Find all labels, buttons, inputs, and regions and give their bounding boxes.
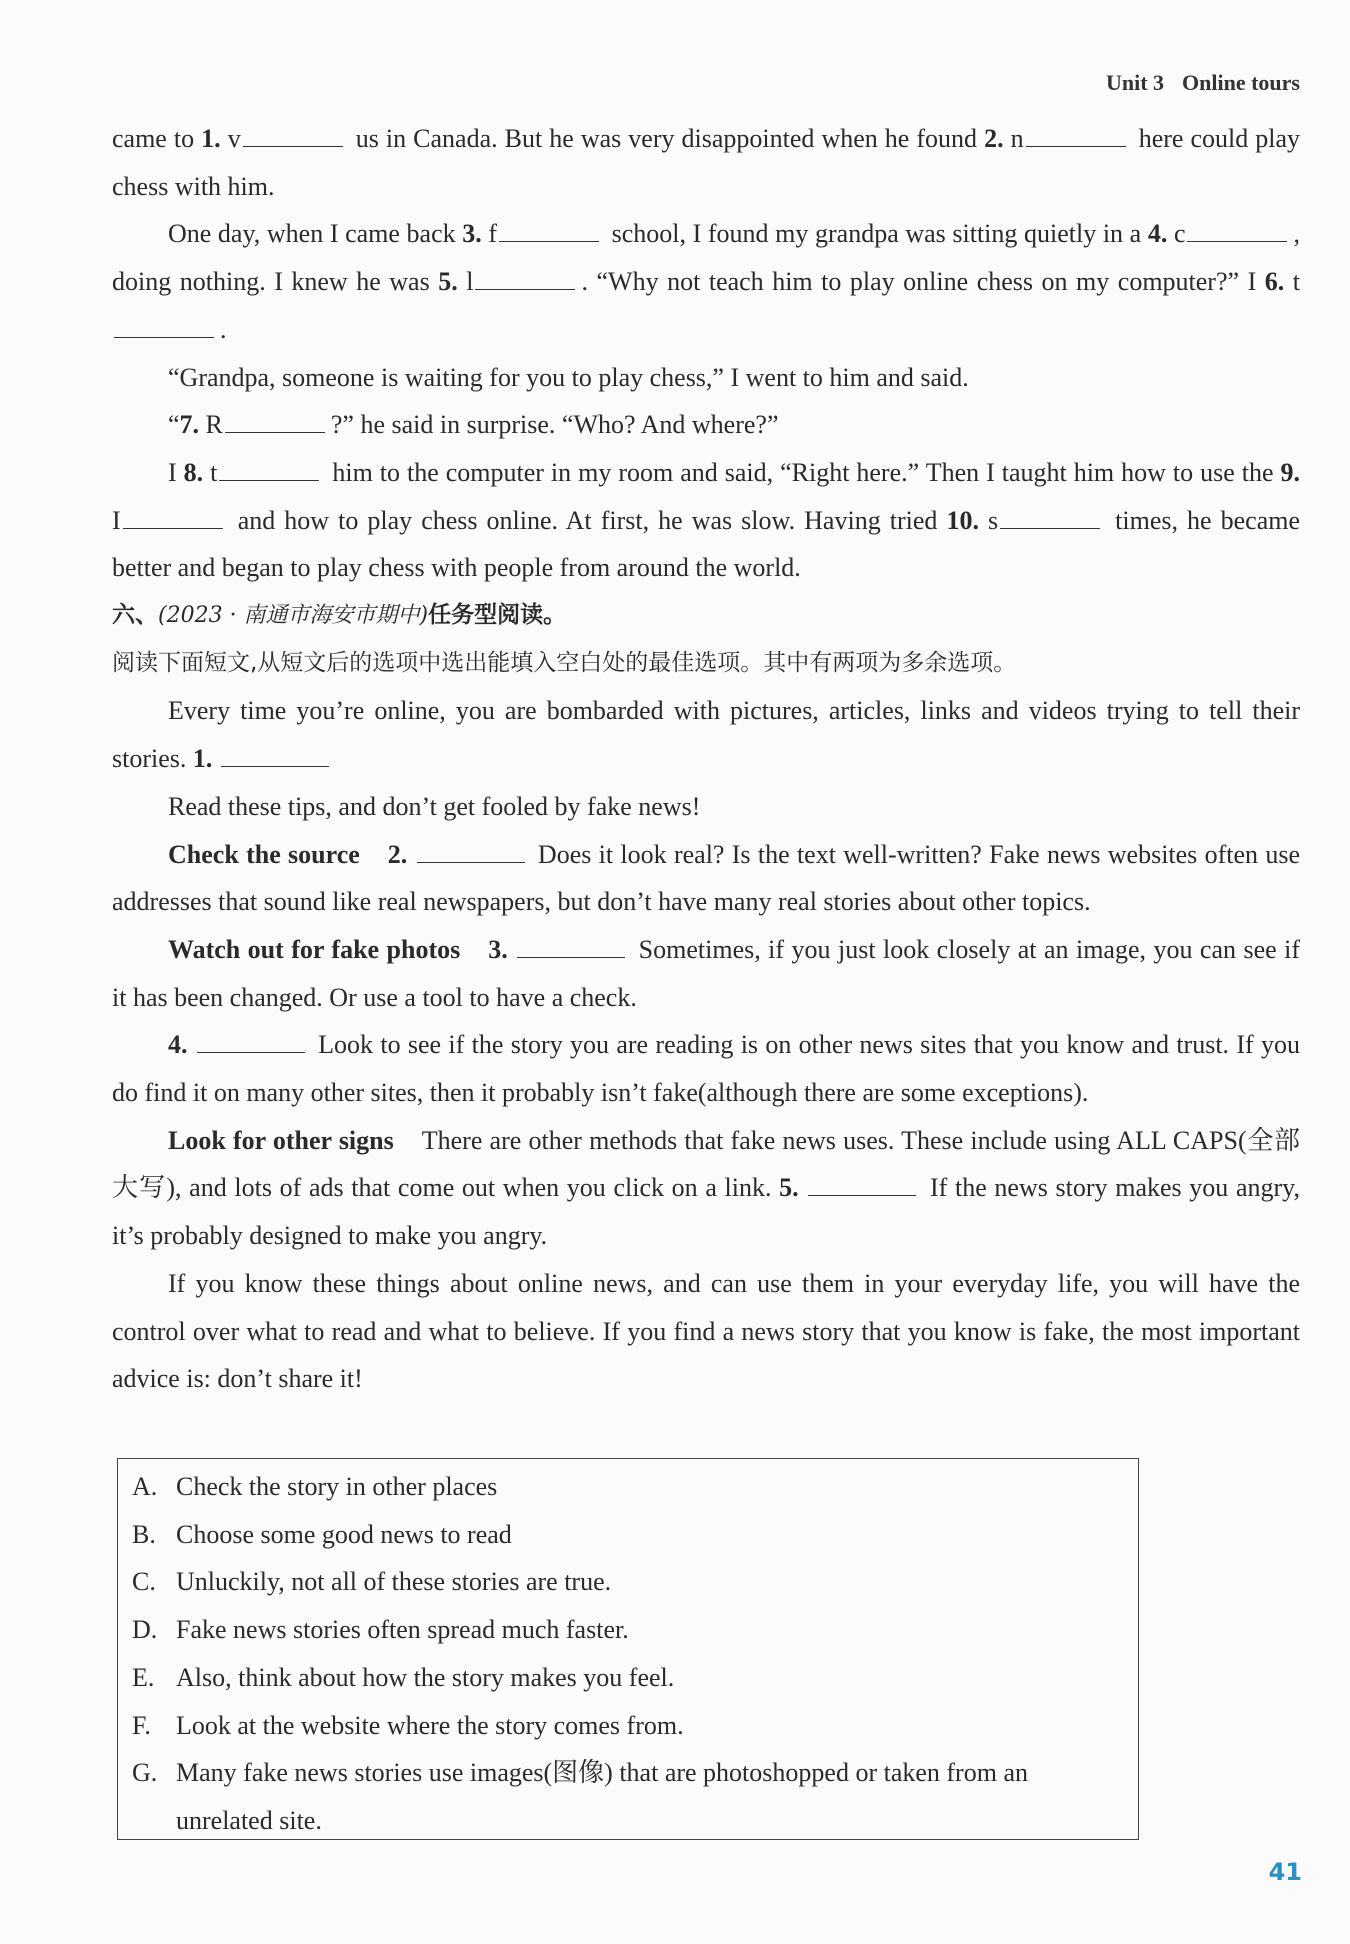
blank-10[interactable]	[1000, 527, 1100, 529]
blank-5[interactable]	[475, 288, 575, 290]
answer-blank-5[interactable]	[808, 1194, 916, 1196]
blank-6[interactable]	[114, 336, 214, 338]
option-d: D. Fake news stories often spread much faster.	[132, 1615, 629, 1645]
unit-label: Unit 3	[1105, 70, 1165, 95]
blank-7[interactable]	[225, 431, 325, 433]
passage-paragraph-1: Every time you’re online, you are bombarded with pictures, articles, links and videos trying to tell their stories. 1.	[112, 696, 1300, 774]
answer-blank-4[interactable]	[197, 1051, 305, 1053]
blank-3[interactable]	[499, 240, 599, 242]
section-6-title: 六、(2023 · 南通市海安市期中)任务型阅读。	[112, 602, 567, 629]
passage-paragraph-4: Watch out for fake photos 3. Sometimes, if you just look closely at an image, you can see if it has been changed. Or use a tool to have a check.	[112, 934, 1300, 1012]
section-6-instruction: 阅读下面短文,从短文后的选项中选出能填入空白处的最佳选项。其中有两项为多余选项。	[112, 649, 1017, 676]
options-box	[117, 1458, 1139, 1840]
option-g: G. Many fake news stories use images(图像) that are photoshopped or taken from an unrelated site.	[132, 1758, 1028, 1835]
answer-blank-1[interactable]	[221, 765, 329, 767]
option-a: A. Check the story in other places	[132, 1472, 498, 1501]
story-paragraph-3: “Grandpa, someone is waiting for you to play chess,” I went to him and said.	[168, 362, 969, 392]
subheading-other-signs: Look for other signs	[168, 1125, 394, 1155]
passage-paragraph-7: If you know these things about online news, and can use them in your everyday life, you will have the control over what to read and what to believe. If you find a news story that you know is fake, the most important advice is: don’t share it!	[112, 1268, 1300, 1394]
option-b: B. Choose some good news to read	[132, 1519, 512, 1549]
passage-paragraph-6: Look for other signs There are other methods that fake news uses. These include using ALL CAPS(全部大写), and lots of ads that come out when you click on a link. 5. If the news story makes you angry, it’s probably designed to make you angry.	[112, 1125, 1301, 1251]
running-head	[1106, 70, 1300, 96]
subheading-fake-photos: Watch out for fake photos	[168, 934, 461, 964]
unit-title: Online tours	[1182, 70, 1300, 95]
story-paragraph-2: One day, when I came back 3. f school, I found my grandpa was sitting quietly in a 4. c , doing nothing. I knew he was 5. l . “Why not teach him to play online chess on my computer?” I 6. t.	[112, 219, 1300, 344]
answer-blank-3[interactable]	[517, 956, 625, 958]
content	[112, 115, 1300, 1403]
answer-blank-2[interactable]	[417, 861, 525, 863]
page-number: 41	[1268, 1858, 1302, 1886]
story-paragraph-5: I 8. t him to the computer in my room and said, “Right here.” Then I taught him how to use the 9. I and how to play chess online. At first, he was slow. Having tried 10. s times, he became better and began to play chess with people from around the world.	[112, 457, 1300, 583]
subheading-check-source: Check the source	[168, 839, 360, 869]
passage-paragraph-2: Read these tips, and don’t get fooled by fake news!	[168, 791, 701, 821]
blank-9[interactable]	[123, 527, 223, 529]
passage-paragraph-5: 4. Look to see if the story you are reading is on other news sites that you know and trust. If you do find it on many other sites, then it probably isn’t fake(although there are some exceptions).	[112, 1030, 1300, 1108]
blank-8[interactable]	[219, 479, 319, 481]
option-c: C. Unluckily, not all of these stories are true.	[132, 1567, 612, 1597]
story-paragraph-1: came to 1. v us in Canada. But he was very disappointed when he found 2. n here could play chess with him.	[112, 124, 1301, 201]
option-e: E. Also, think about how the story makes you feel.	[132, 1662, 675, 1692]
story-paragraph-4: “7. R ?” he said in surprise. “Who? And where?”	[168, 410, 779, 440]
section-6-source: (2023 · 南通市海安市期中)	[158, 603, 429, 629]
blank-2[interactable]	[1026, 145, 1126, 147]
passage-paragraph-3: Check the source 2. Does it look real? Is the text well-written? Fake news websites often use addresses that sound like real newspapers, but don’t have many real stories about other topics.	[112, 839, 1300, 917]
blank-1[interactable]	[243, 145, 343, 147]
option-f: F. Look at the website where the story comes from.	[132, 1710, 684, 1740]
blank-4[interactable]	[1187, 240, 1287, 242]
